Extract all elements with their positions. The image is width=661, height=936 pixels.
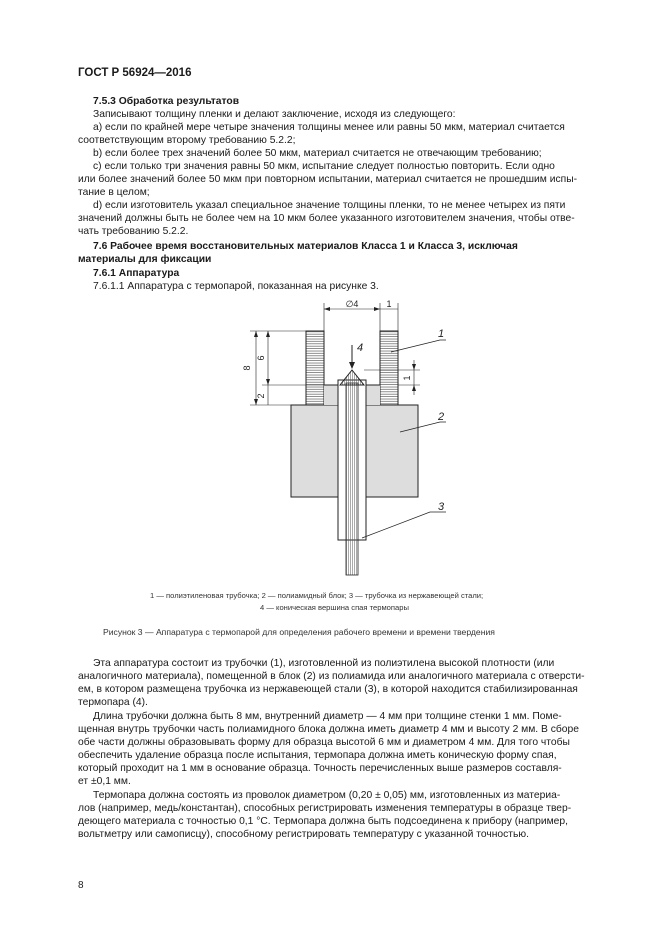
text-line: 7.6.1.1 Аппаратура с термопарой, показанная на рисунке 3. (93, 281, 379, 292)
text-line: обеспечить удаление образца после испытания, термопара должна иметь коническую форму спая, (78, 750, 557, 761)
text-line: который проходит на 1 мм в основание образца. Точность перечисленных выше размеров составля- (78, 763, 562, 774)
text-line: вольтметру или самописцу), способному регистрировать температуру с указанной точностью. (78, 829, 529, 840)
dim-wall-1: 1 (386, 299, 392, 309)
section-heading-7-6-1: 7.6.1 Аппаратура (93, 268, 180, 279)
label-4: 4 (357, 342, 364, 354)
thermocouple-conical-tip (340, 370, 364, 385)
text-line: чать требованию 5.2.2. (78, 226, 189, 237)
dim-height-6: 6 (256, 355, 266, 361)
text-line: или более значений более 50 мкм при повторном испытании, материал считается не прошедшим испы- (78, 174, 578, 185)
text-line: ем, в котором размещена трубочка из нержавеющей стали (3), в которой находится стабилизированная (78, 684, 578, 695)
text-line: c) если только три значения равны 50 мкм, испытание следует полностью повторить. Если одно (93, 161, 555, 172)
text-line: d) если изготовитель указал специальное значение толщины пленки, то не менее четырех из пяти (93, 200, 566, 211)
tube-wall-left (306, 331, 324, 405)
section-heading-7-6: 7.6 Рабочее время восстановительных материалов Класса 1 и Класса 3, исключая (93, 241, 518, 252)
figure-legend-line-2: 4 — коническая вершина спая термопары (260, 603, 409, 612)
text-line: обе части должны образовывать форму для образца высотой 6 мм и диаметром 4 мм. Для того чтобы (78, 737, 570, 748)
label-3: 3 (438, 501, 445, 513)
text-line: Эта аппаратура состоит из трубочки (1), изготовленной из полиэтилена высокой плотности (или (93, 658, 555, 669)
text-line: Записывают толщину пленки и делают заключение, исходя из следующего: (93, 109, 456, 120)
dim-tip-1: 1 (402, 375, 412, 381)
text-line: термопара (4). (78, 697, 148, 708)
text-line: b) если более трех значений более 50 мкм, материал считается не отвечающим требованию; (93, 148, 542, 159)
page-number: 8 (78, 880, 84, 891)
tube-wall-right (380, 331, 398, 405)
text-line: аналогичного материала), помещенной в блок (2) из полиамида или аналогичного материала с отверсти- (78, 671, 585, 682)
dim-height-2: 2 (256, 393, 266, 399)
figure-caption: Рисунок 3 — Аппаратура с термопарой для определения рабочего времени и времени твердения (103, 627, 495, 637)
text-line: соответствующим второму требованию 5.2.2; (78, 135, 296, 146)
thermocouple-wire (346, 383, 358, 575)
document-header: ГОСТ Р 56924—2016 (78, 67, 192, 79)
text-line: лов (например, медь/константан), способных регистрировать изменения температуры в образце твер- (78, 803, 572, 814)
text-line: ет ±0,1 мм. (78, 776, 131, 787)
text-line: Термопара должна состоять из проволок диаметром (0,20 ± 0,05) мм, изготовленных из материа- (93, 790, 561, 801)
text-line: значений должны быть не более чем на 10 мкм более указанного изготовителем значения, чтобы отве- (78, 213, 575, 224)
label-2: 2 (438, 411, 445, 423)
dim-height-8: 8 (242, 365, 252, 371)
dim-diameter-4: ∅4 (345, 299, 359, 309)
figure-legend-line-1: 1 — полиэтиленовая трубочка; 2 — полиамидный блок; 3 — трубочка из нержавеющей стали; (150, 591, 484, 600)
section-heading-7-6-cont: материалы для фиксации (78, 254, 212, 265)
text-line: тание в целом; (78, 187, 150, 198)
text-line: щенная внутрь трубочки часть полиамидного блока должна иметь диаметр 4 мм и высоту 2 мм. В сборе (78, 724, 579, 735)
text-line: Длина трубочки должна быть 8 мм, внутренний диаметр — 4 мм при толщине стенки 1 мм. Поме- (93, 711, 562, 722)
text-line: a) если по крайней мере четыре значения толщины менее или равны 50 мкм, материал считается (93, 122, 565, 133)
label-1: 1 (438, 328, 445, 340)
text-line: деющего материала с точностью 0,1 °С. Термопара должна быть подсоединена к прибору (например, (78, 816, 568, 827)
section-heading-7-5-3: 7.5.3 Обработка результатов (93, 96, 240, 107)
